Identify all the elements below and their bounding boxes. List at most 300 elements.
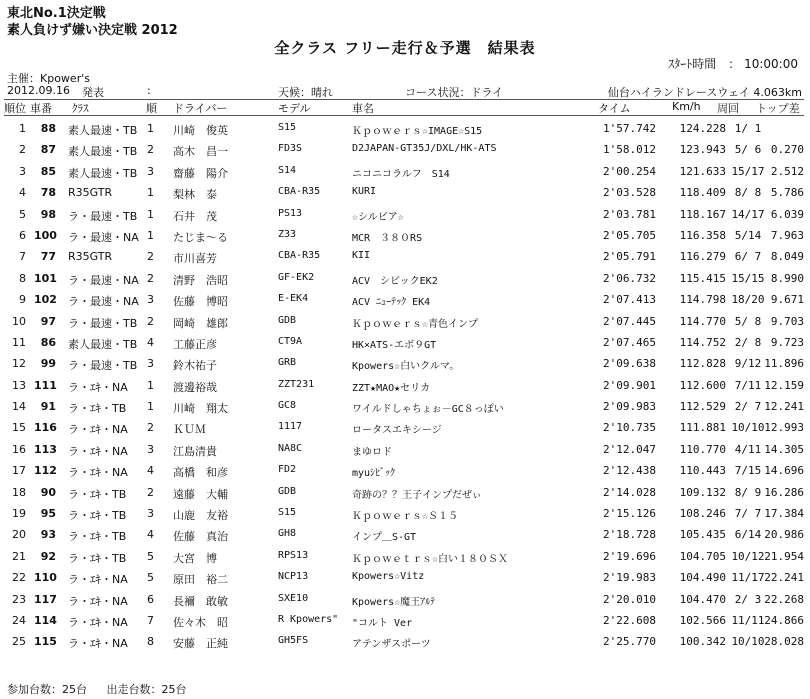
- cell-car-name: myuｼﾋﾞｯｸ: [352, 468, 396, 480]
- cell-car-name: "コルト Ver: [352, 617, 413, 629]
- cell-lap: 7/ 7: [734, 507, 762, 521]
- table-row: [0, 482, 810, 503]
- table-row: [0, 417, 810, 438]
- cell-driver: 長襧 敢敏: [173, 594, 228, 608]
- cell-model: ZZT231: [278, 378, 315, 390]
- cell-gap: 22.241: [764, 571, 804, 585]
- cell-class: R35GTR: [68, 250, 113, 264]
- cell-car-name: アテンザスポーツ: [352, 639, 431, 651]
- cell-lap-time: 2'19.983: [603, 571, 656, 585]
- cell-lap: 5/ 6: [734, 143, 762, 157]
- cell-pos: 7: [19, 250, 26, 264]
- cell-pos: 4: [19, 186, 26, 200]
- cell-lap-time: 2'05.791: [603, 250, 656, 264]
- cell-class-order: 1: [147, 228, 154, 242]
- cell-model: CBA-R35: [278, 250, 321, 262]
- cell-car-name: Ｋｐｏｗｅｒｓ☆Ｓ１５: [352, 511, 459, 523]
- cell-speed: 116.358: [679, 228, 726, 242]
- cell-class-order: 4: [147, 464, 154, 478]
- cell-pos: 20: [12, 528, 26, 542]
- cell-class-order: 6: [147, 592, 154, 606]
- cell-class: R35GTR: [68, 186, 113, 200]
- cell-lap-time: 2'25.770: [603, 635, 656, 649]
- cell-car-number: 110: [34, 571, 57, 585]
- cell-lap: 7/11: [734, 378, 762, 392]
- cell-model: GF-EK2: [278, 271, 315, 283]
- date: 2012.09.16: [7, 84, 70, 97]
- cell-pos: 5: [19, 207, 26, 221]
- cell-car-number: 90: [40, 485, 56, 499]
- cell-driver: ＫＵＭ: [173, 423, 206, 437]
- cell-lap: 7/15: [734, 464, 762, 478]
- cell-lap-time: 2'19.696: [603, 549, 656, 563]
- table-row: [0, 353, 810, 374]
- header-car: 車名: [352, 102, 374, 115]
- cell-gap: 12.993: [764, 421, 804, 435]
- cell-gap: 21.954: [764, 549, 804, 563]
- cell-class: ラ・ｴｷ・TB: [68, 530, 127, 544]
- start-time-value: 10:00:00: [744, 57, 798, 71]
- header-time: タイム: [598, 102, 631, 115]
- cell-lap: 8/ 8: [734, 186, 762, 200]
- table-row: [0, 503, 810, 524]
- cell-class-order: 2: [147, 421, 154, 435]
- cell-gap: 22.268: [764, 592, 804, 606]
- cell-speed: 110.770: [679, 442, 726, 456]
- header-gap: トップ差: [756, 102, 800, 115]
- cell-car-name: ロータスエキシージ: [352, 425, 442, 437]
- cell-class: ラ・ｴｷ・TB: [68, 551, 127, 565]
- cell-lap-time: 2'20.010: [603, 592, 656, 606]
- table-row: [0, 439, 810, 460]
- cell-gap: 9.723: [770, 335, 804, 349]
- cell-class-order: 3: [147, 442, 154, 456]
- weather: 天候：晴れ: [278, 86, 333, 99]
- cell-model: GH5FS: [278, 635, 309, 647]
- cell-speed: 114.798: [679, 293, 726, 307]
- cell-class: ラ・ｴｷ・TB: [68, 487, 127, 501]
- cell-lap: 1/ 1: [734, 122, 762, 135]
- cell-class: ラ・ｴｷ・NA: [68, 444, 128, 458]
- cell-model: FD3S: [278, 143, 303, 155]
- cell-car-number: 91: [40, 400, 56, 414]
- header-model: モデル: [278, 102, 311, 115]
- table-row: [0, 246, 810, 267]
- cell-lap-time: 2'12.438: [603, 464, 656, 478]
- cell-class: ラ・ｴｷ・TB: [68, 509, 127, 523]
- cell-gap: 12.241: [764, 400, 804, 414]
- cell-driver: 川崎 翔太: [173, 402, 228, 416]
- cell-driver: たじま～る: [173, 230, 228, 244]
- organizer: 主催：Kpower's: [7, 72, 90, 85]
- cell-class: ラ・最速・TB: [68, 316, 138, 330]
- cell-lap: 6/14: [734, 528, 762, 542]
- cell-class: ラ・ｴｷ・NA: [68, 466, 128, 480]
- cell-class-order: 1: [147, 186, 154, 200]
- cell-class: 素人最速・TB: [68, 145, 138, 159]
- cell-class-order: 3: [147, 357, 154, 371]
- cell-speed: 112.828: [679, 357, 726, 371]
- cell-class: ラ・最速・NA: [68, 273, 139, 287]
- cell-driver: 山鹿 友裕: [173, 509, 228, 523]
- cell-model: E-EK4: [278, 293, 309, 305]
- cell-class: ラ・ｴｷ・NA: [68, 380, 128, 394]
- cell-model: NA8C: [278, 442, 303, 454]
- venue: 仙台ハイランドレースウェイ 4.063km: [607, 86, 802, 99]
- cell-class: ラ・最速・TB: [68, 209, 138, 223]
- cell-car-name: D2JAPAN-GT35J/DXL/HK-ATS: [352, 143, 497, 155]
- cell-pos: 18: [12, 485, 26, 499]
- cell-lap-time: 2'06.732: [603, 271, 656, 285]
- cell-car-number: 117: [34, 592, 57, 606]
- results-table: [0, 118, 810, 653]
- cell-gap: 9.671: [770, 293, 804, 307]
- cell-driver: 工藤正彦: [173, 337, 217, 351]
- cell-lap-time: 2'22.608: [603, 613, 656, 627]
- cell-car-number: 102: [34, 293, 57, 307]
- cell-driver: 佐藤 真治: [173, 530, 228, 544]
- cell-car-number: 99: [40, 357, 56, 371]
- cell-speed: 100.342: [679, 635, 726, 649]
- cell-pos: 25: [12, 635, 26, 649]
- cell-lap: 8/ 9: [734, 485, 762, 499]
- header-driver: ドライバー: [173, 102, 228, 115]
- entries-count: 参加台数：25台: [7, 683, 87, 696]
- cell-class: ラ・ｴｷ・NA: [68, 423, 128, 437]
- cell-lap: 11/17: [731, 571, 765, 585]
- cell-car-name: ニコニコラルフ S14: [352, 168, 450, 180]
- cell-car-name: MCR ３８０RS: [352, 232, 423, 244]
- cell-car-number: 86: [40, 335, 56, 349]
- cell-car-number: 78: [40, 186, 56, 200]
- cell-speed: 114.770: [679, 314, 726, 328]
- cell-gap: 14.305: [764, 442, 804, 456]
- cell-speed: 104.705: [679, 549, 726, 563]
- cell-car-name: Kpowers☆魔王ｱﾙﾃ: [352, 596, 436, 608]
- table-row: [0, 139, 810, 160]
- cell-lap-time: 2'03.781: [603, 207, 656, 221]
- cell-lap-time: 2'09.983: [603, 400, 656, 414]
- cell-car-name: ☆シルビア☆: [352, 211, 404, 223]
- cell-driver: 高橋 和彦: [173, 466, 228, 480]
- cell-lap: 14/17: [731, 207, 765, 221]
- cell-driver: 鈴木祐子: [173, 359, 217, 373]
- cell-lap-time: 2'10.735: [603, 421, 656, 435]
- cell-speed: 123.943: [679, 143, 726, 157]
- cell-model: 1117: [278, 421, 303, 433]
- cell-pos: 22: [12, 571, 26, 585]
- cell-driver: 佐々木 昭: [173, 615, 228, 629]
- table-row: [0, 524, 810, 545]
- cell-car-number: 116: [34, 421, 57, 435]
- table-row: [0, 225, 810, 246]
- cell-model: S14: [278, 164, 297, 176]
- header-kmh: Km/h: [672, 100, 701, 113]
- cell-class-order: 3: [147, 293, 154, 307]
- cell-driver: 江島清貴: [173, 444, 217, 458]
- footer: [7, 681, 203, 697]
- cell-model: Z33: [278, 228, 297, 240]
- cell-class: ラ・最速・NA: [68, 295, 139, 309]
- cell-gap: 9.703: [770, 314, 804, 328]
- cell-model: GH8: [278, 528, 297, 540]
- header-divider-bottom: [4, 115, 804, 116]
- cell-lap-time: 2'12.047: [603, 442, 656, 456]
- cell-lap: 2/ 3: [734, 592, 762, 606]
- cell-speed: 104.490: [679, 571, 726, 585]
- header-pos: 順位: [4, 102, 26, 115]
- cell-speed: 112.529: [679, 400, 726, 414]
- cell-lap: 10/10: [731, 421, 765, 435]
- cell-lap-time: 2'07.445: [603, 314, 656, 328]
- start-time-label: ｽﾀｰﾄ時間 ：: [668, 57, 741, 71]
- cell-car-name: ACV ﾆｭｰﾃｯｸ EK4: [352, 297, 431, 309]
- cell-class: ラ・最速・TB: [68, 359, 138, 373]
- cell-driver: 市川喜芳: [173, 252, 217, 266]
- cell-speed: 108.246: [679, 507, 726, 521]
- cell-model: S15: [278, 507, 297, 519]
- cell-model: CBA-R35: [278, 186, 321, 198]
- header-lap: 周回: [717, 102, 739, 115]
- cell-driver: 原田 裕二: [173, 573, 228, 587]
- cell-model: PS13: [278, 207, 303, 219]
- cell-lap: 15/15: [731, 271, 765, 285]
- cell-driver: 齋藤 陽介: [173, 166, 228, 180]
- cell-car-name: KURI: [352, 186, 377, 198]
- cell-pos: 8: [19, 271, 26, 285]
- cell-speed: 109.132: [679, 485, 726, 499]
- cell-car-name: まゆロド: [352, 446, 392, 458]
- cell-pos: 14: [12, 400, 26, 414]
- cell-car-name: ワイルドしゃちょぉ－GC８っぽい: [352, 404, 504, 416]
- announce-separator: :: [147, 84, 151, 97]
- cell-class: ラ・ｴｷ・NA: [68, 594, 128, 608]
- cell-gap: 16.286: [764, 485, 804, 499]
- header-num: 車番: [30, 102, 52, 115]
- cell-lap: 10/10: [731, 635, 765, 649]
- cell-speed: 114.752: [679, 335, 726, 349]
- cell-gap: 2.512: [770, 164, 804, 178]
- cell-pos: 23: [12, 592, 26, 606]
- table-row: [0, 268, 810, 289]
- cell-speed: 118.167: [679, 207, 726, 221]
- cell-gap: 17.384: [764, 507, 804, 521]
- cell-car-number: 93: [40, 528, 56, 542]
- cell-lap-time: 2'14.028: [603, 485, 656, 499]
- cell-model: R Kpowers": [278, 613, 339, 625]
- course-status: コース状況：ドライ: [405, 86, 504, 99]
- table-row: [0, 567, 810, 588]
- cell-gap: 6.039: [770, 207, 804, 221]
- cell-driver: 川崎 俊英: [173, 124, 228, 137]
- cell-lap: 6/ 7: [734, 250, 762, 264]
- table-row: [0, 546, 810, 567]
- announce-label: 発表: [82, 86, 104, 99]
- cell-lap: 5/14: [734, 228, 762, 242]
- cell-model: GDB: [278, 314, 297, 326]
- cell-class-order: 2: [147, 314, 154, 328]
- cell-pos: 11: [12, 335, 26, 349]
- cell-speed: 105.435: [679, 528, 726, 542]
- cell-gap: 24.866: [764, 613, 804, 627]
- cell-gap: 8.990: [770, 271, 804, 285]
- cell-driver: 石井 茂: [173, 209, 217, 223]
- cell-car-number: 112: [34, 464, 57, 478]
- cell-pos: 1: [19, 122, 26, 135]
- cell-pos: 2: [19, 143, 26, 157]
- cell-driver: 佐藤 博昭: [173, 295, 228, 309]
- cell-lap: 18/20: [731, 293, 765, 307]
- table-row: [0, 375, 810, 396]
- header-class: ｸﾗｽ: [72, 102, 89, 115]
- cell-speed: 102.566: [679, 613, 726, 627]
- cell-model: S15: [278, 122, 297, 133]
- cell-pos: 3: [19, 164, 26, 178]
- cell-car-number: 115: [34, 635, 57, 649]
- table-row: [0, 589, 810, 610]
- cell-car-name: HK×ATS-エボ９GT: [352, 339, 437, 351]
- cell-lap: 9/12: [734, 357, 762, 371]
- cell-gap: 7.963: [770, 228, 804, 242]
- cell-car-number: 101: [34, 271, 57, 285]
- cell-model: GDB: [278, 485, 297, 497]
- cell-lap: 10/12: [731, 549, 765, 563]
- cell-class-order: 8: [147, 635, 154, 649]
- cell-model: FD2: [278, 464, 297, 476]
- cell-gap: 14.696: [764, 464, 804, 478]
- cell-lap-time: 2'05.705: [603, 228, 656, 242]
- cell-speed: 104.470: [679, 592, 726, 606]
- cell-car-name: 奇跡の？？王子インプだぜぃ: [352, 489, 482, 501]
- cell-car-name: インプ＿S-GT: [352, 532, 417, 544]
- cell-car-number: 100: [34, 228, 57, 242]
- cell-model: CT9A: [278, 335, 303, 347]
- cell-driver: 大宮 博: [173, 551, 217, 565]
- cell-class-order: 2: [147, 485, 154, 499]
- header-order: 順: [146, 102, 157, 115]
- cell-car-number: 111: [34, 378, 57, 392]
- cell-car-name: Kpowers☆白いクルマ。: [352, 361, 460, 373]
- cell-speed: 111.881: [679, 421, 726, 435]
- cell-car-number: 87: [40, 143, 56, 157]
- cell-pos: 19: [12, 507, 26, 521]
- cell-driver: 岡崎 雄郎: [173, 316, 228, 330]
- cell-car-name: Ｋｐｏｗｅｒｓ☆IMAGE☆S15: [352, 126, 483, 137]
- cell-lap-time: 1'57.742: [603, 122, 656, 135]
- cell-class-order: 5: [147, 549, 154, 563]
- cell-car-name: Ｋｐｏｗｅｔｒｓ☆白い１８０ＳＸ: [352, 553, 509, 565]
- cell-class-order: 7: [147, 613, 154, 627]
- table-header: [0, 100, 810, 115]
- cell-driver: 梨林 泰: [173, 188, 217, 202]
- cell-class-order: 2: [147, 250, 154, 264]
- document-title: 全クラス フリー走行＆予選 結果表: [274, 39, 536, 57]
- cell-class: 素人最速・TB: [68, 124, 138, 137]
- cell-driver: 清野 浩昭: [173, 273, 228, 287]
- cell-gap: 8.049: [770, 250, 804, 264]
- cell-gap: 28.028: [764, 635, 804, 649]
- table-row: [0, 332, 810, 353]
- cell-driver: 安藤 正純: [173, 637, 228, 651]
- cell-car-number: 95: [40, 507, 56, 521]
- cell-car-number: 98: [40, 207, 56, 221]
- cell-class-order: 1: [147, 207, 154, 221]
- cell-model: RPS13: [278, 549, 309, 561]
- cell-driver: 遠藤 大輔: [173, 487, 228, 501]
- table-row: [0, 460, 810, 481]
- cell-driver: 高木 昌一: [173, 145, 228, 159]
- event-title-line2: 素人負けず嫌い決定戦 2012: [7, 23, 178, 38]
- table-row: [0, 161, 810, 182]
- cell-class-order: 3: [147, 164, 154, 178]
- cell-speed: 115.415: [679, 271, 726, 285]
- cell-lap: 2/ 7: [734, 400, 762, 414]
- cell-lap-time: 2'09.638: [603, 357, 656, 371]
- cell-class-order: 4: [147, 335, 154, 349]
- table-row: [0, 311, 810, 332]
- cell-pos: 9: [19, 293, 26, 307]
- event-title-line1: 東北No.1決定戦: [7, 6, 106, 21]
- cell-car-number: 88: [40, 122, 56, 135]
- cell-lap: 2/ 8: [734, 335, 762, 349]
- cell-class: ラ・ｴｷ・NA: [68, 637, 128, 651]
- cell-pos: 21: [12, 549, 26, 563]
- cell-model: NCP13: [278, 571, 309, 583]
- cell-car-number: 113: [34, 442, 57, 456]
- cell-car-name: Ｋｐｏｗｅｒｓ☆青色インプ: [352, 318, 479, 330]
- cell-lap-time: 2'00.254: [603, 164, 656, 178]
- cell-driver: 渡邊裕哉: [173, 380, 217, 394]
- cell-class-order: 4: [147, 528, 154, 542]
- cell-class-order: 1: [147, 378, 154, 392]
- table-row: [0, 289, 810, 310]
- cell-model: GRB: [278, 357, 297, 369]
- cell-speed: 112.600: [679, 378, 726, 392]
- cell-gap: 12.159: [764, 378, 804, 392]
- cell-pos: 12: [12, 357, 26, 371]
- cell-pos: 16: [12, 442, 26, 456]
- cell-speed: 118.409: [679, 186, 726, 200]
- cell-car-name: ACV シビックEK2: [352, 275, 438, 287]
- cell-car-name: ZZT★MAO★セリカ: [352, 382, 431, 394]
- cell-class-order: 2: [147, 143, 154, 157]
- cell-gap: 5.786: [770, 186, 804, 200]
- cell-lap-time: 2'18.728: [603, 528, 656, 542]
- cell-car-number: 97: [40, 314, 56, 328]
- cell-car-name: KII: [352, 250, 371, 262]
- cell-lap-time: 2'07.465: [603, 335, 656, 349]
- cell-speed: 116.279: [679, 250, 726, 264]
- cell-gap: 11.896: [764, 357, 804, 371]
- cell-pos: 6: [19, 228, 26, 242]
- cell-class: 素人最速・TB: [68, 337, 138, 351]
- cell-car-number: 85: [40, 164, 56, 178]
- cell-speed: 121.633: [679, 164, 726, 178]
- cell-car-number: 114: [34, 613, 57, 627]
- cell-class: ラ・ｴｷ・NA: [68, 615, 128, 629]
- cell-lap: 15/17: [731, 164, 765, 178]
- cell-class: ラ・ｴｷ・TB: [68, 402, 127, 416]
- cell-pos: 17: [12, 464, 26, 478]
- cell-pos: 13: [12, 378, 26, 392]
- table-row: [0, 610, 810, 631]
- cell-gap: 20.986: [764, 528, 804, 542]
- cell-speed: 110.443: [679, 464, 726, 478]
- cell-speed: 124.228: [679, 122, 726, 135]
- table-row: [0, 118, 810, 139]
- cell-lap-time: 2'15.126: [603, 507, 656, 521]
- info-line: [0, 84, 810, 100]
